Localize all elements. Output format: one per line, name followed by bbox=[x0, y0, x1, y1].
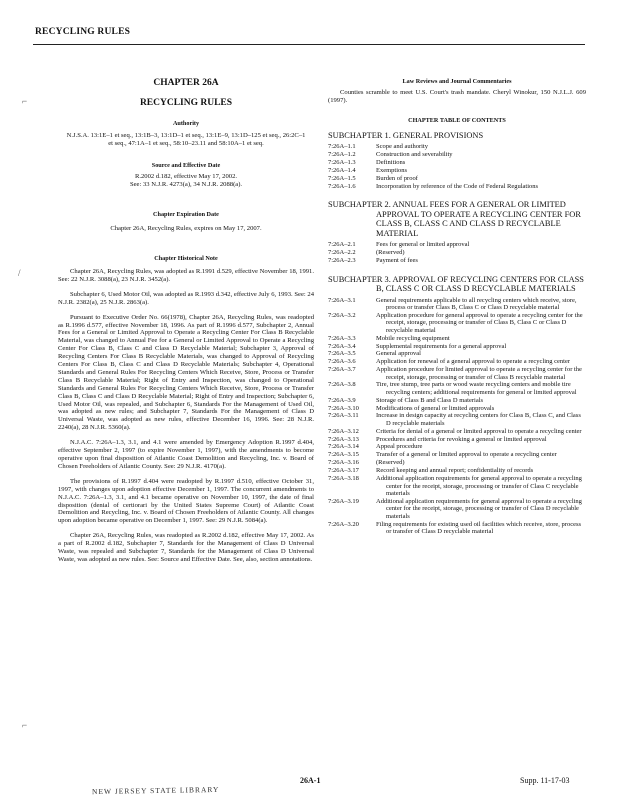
toc-row bbox=[328, 475, 586, 498]
toc-row bbox=[328, 167, 586, 175]
chapter-number: CHAPTER 26A bbox=[153, 78, 219, 88]
expiration-text: Chapter 26A, Recycling Rules, expires on May 17, 2007. bbox=[110, 225, 262, 233]
section-title: Incorporation by reference of the Code of Federal Regulations bbox=[376, 182, 539, 190]
toc-row bbox=[328, 443, 586, 451]
section-title: Definitions bbox=[376, 158, 406, 166]
chapter-title: RECYCLING RULES bbox=[139, 97, 233, 108]
section-number: 7:26A–3.2 bbox=[328, 311, 356, 319]
section-title: Tire, tree stump, tree parts or wood waste recycling centers and mobile tire recycling centers; additional requirements for general or limited approval bbox=[376, 381, 577, 396]
history-paragraph: The provisions of R.1997 d.404 were readopted by R.1997 d.510, effective October 31, 1997, with changes upon adoption effective December 1, 1997. The concurrent amendments to N.J.A.C. 7:26A–1.3, 3.1, and 4.1 became operative on November 10, 1997, the date of final disposition (denial of certiorari by the United States Supreme Court) of Atlantic Coast Demolition and Recycling, Inc. v. Board of Chosen Freeholders of Atlantic County. All changes upon adoption became operative on December 1, 1997. See: 29 N.J.R. 5084(a). bbox=[58, 477, 314, 525]
section-title: Application procedure for general approval to operate a recycling center for the receipt, storage, processing or transfer of Class B, Class C or Class D recyclable material bbox=[376, 311, 583, 334]
subchapter-heading: SUBCHAPTER 1. GENERAL PROVISIONS bbox=[328, 130, 484, 140]
section-title: Criteria for denial of a general or limited approval to operate a recycling center bbox=[376, 427, 582, 435]
source-heading: Source and Effective Date bbox=[151, 161, 221, 169]
authority-heading: Authority bbox=[172, 119, 200, 127]
toc-row bbox=[328, 249, 586, 257]
page-number: 26A-1 bbox=[300, 776, 321, 785]
section-title: Transfer of a general or limited approval to operate a recycling center bbox=[376, 451, 557, 459]
section-number: 7:26A–3.20 bbox=[328, 520, 359, 528]
toc-row bbox=[328, 257, 586, 265]
section-number: 7:26A–3.11 bbox=[328, 412, 359, 420]
section-title: Record keeping and annual report; confidentiality of records bbox=[376, 467, 534, 475]
section-title: (Reserved) bbox=[376, 459, 405, 467]
section-number: 7:26A–1.5 bbox=[328, 174, 356, 182]
subchapter-heading: SUBCHAPTER 3. APPROVAL OF RECYCLING CENTERS FOR CLASS B, CLASS C OR CLASS D RECYCLABLE MATERIALS bbox=[328, 274, 584, 294]
section-title: Modifications of general or limited approvals bbox=[376, 404, 495, 412]
section-number: 7:26A–1.4 bbox=[328, 166, 356, 174]
toc-row bbox=[328, 436, 586, 444]
section-title: Payment of fees bbox=[376, 256, 418, 264]
section-number: 7:26A–2.2 bbox=[328, 249, 356, 256]
section-title: Procedures and criteria for revoking a general or limited approval bbox=[376, 435, 547, 443]
toc-row bbox=[328, 350, 586, 358]
toc-row bbox=[328, 151, 586, 159]
section-title: General approval bbox=[376, 350, 421, 358]
toc-row bbox=[328, 451, 586, 459]
section-title: Application procedure for limited approval to operate a recycling center for the receipt, storage, processing or transfer of Class B recyclable material bbox=[376, 366, 582, 381]
section-number: 7:26A–1.6 bbox=[328, 182, 356, 190]
section-number: 7:26A–3.12 bbox=[328, 427, 359, 435]
header-rule bbox=[33, 44, 585, 45]
history-paragraph: Chapter 26A, Recycling Rules, was readopted as R.2002 d.182, effective May 17, 2002. As a part of R.2002 d.182, Subchapter 7, Standards for the Management of Class D Universal Waste, was repealed and Subchapter 7, Standards for the Management of Class D Universal Waste, was adopted as new rules. See: Source and Effective Date. See, also, section annotations. bbox=[58, 532, 314, 563]
toc-row bbox=[328, 343, 586, 351]
section-title: (Reserved) bbox=[376, 249, 405, 256]
section-title: Storage of Class B and Class D materials bbox=[376, 396, 484, 404]
history-paragraph: N.J.A.C. 7:26A–1.3, 3.1, and 4.1 were amended by Emergency Adoption R.1997 d.404, effective September 2, 1997 (to expire November 1, 1997), with the amendments to become operative upon final disposition of Atlantic Coast Demolition and Recycling, Inc. v. Board of Chosen Freeholders of Atlantic County. See: 29 N.J.R. 4170(a). bbox=[58, 439, 314, 470]
section-title: Construction and severability bbox=[376, 150, 453, 158]
section-title: General requirements applicable to all recycling centers which receive, store, process or transfer Class B, Class C or Class D recyclable material bbox=[376, 296, 577, 312]
section-number: 7:26A–3.6 bbox=[328, 358, 356, 366]
toc-row bbox=[328, 412, 586, 427]
toc-row bbox=[328, 335, 586, 343]
history-paragraph: Chapter 26A, Recycling Rules, was adopted as R.1991 d.529, effective November 18, 1991. See: 22 N.J.R. 3088(a), 23 N.J.R. 3452(a). bbox=[58, 267, 314, 283]
section-number: 7:26A–2.1 bbox=[328, 241, 356, 249]
section-number: 7:26A–3.18 bbox=[328, 475, 359, 483]
table-of-contents bbox=[328, 131, 586, 536]
history-heading: Chapter Historical Note bbox=[154, 255, 218, 263]
section-title: Scope and authority bbox=[376, 143, 428, 151]
section-title: Increase in design capacity at recycling centers for Class B, Class C, and Class D recyclable materials bbox=[376, 412, 581, 427]
section-number: 7:26A–1.3 bbox=[328, 158, 356, 166]
toc-row bbox=[328, 183, 586, 191]
toc-row bbox=[328, 366, 586, 381]
section-number: 7:26A–3.10 bbox=[328, 404, 359, 412]
section-number: 7:26A–3.8 bbox=[328, 381, 356, 389]
library-stamp: NEW JERSEY STATE LIBRARY bbox=[91, 784, 220, 797]
section-title: Additional application requirements for general approval to operate a recycling center for the receipt, storage, processing or transfer of Class C recyclable materials bbox=[376, 475, 582, 498]
source-line-1: R.2002 d.182, effective May 17, 2002. bbox=[134, 173, 238, 181]
running-header: RECYCLING RULES bbox=[35, 27, 131, 37]
toc-row bbox=[328, 405, 586, 413]
margin-mark: ⌐ bbox=[22, 96, 28, 106]
toc-heading: CHAPTER TABLE OF CONTENTS bbox=[408, 116, 506, 124]
toc-row bbox=[328, 175, 586, 183]
toc-row bbox=[328, 521, 586, 536]
expiration-heading: Chapter Expiration Date bbox=[153, 211, 219, 219]
left-column bbox=[58, 76, 314, 564]
section-number: 7:26A–3.14 bbox=[328, 443, 359, 451]
section-number: 7:26A–3.13 bbox=[328, 435, 359, 443]
toc-list bbox=[328, 241, 586, 265]
toc-row bbox=[328, 159, 586, 167]
section-title: Filing requirements for existing used oil facilities which receive, store, process or transfer of Class D recyclable material bbox=[376, 520, 582, 536]
section-title: Burden of proof bbox=[376, 174, 418, 182]
supplement-date: Supp. 11-17-03 bbox=[520, 776, 570, 785]
margin-mark: / bbox=[18, 268, 21, 278]
section-number: 7:26A–3.1 bbox=[328, 296, 356, 304]
toc-row bbox=[328, 428, 586, 436]
toc-row bbox=[328, 241, 586, 249]
toc-row bbox=[328, 297, 586, 312]
toc-row bbox=[328, 143, 586, 151]
section-title: Supplemental requirements for a general approval bbox=[376, 342, 507, 350]
toc-row bbox=[328, 358, 586, 366]
section-title: Exemptions bbox=[376, 166, 408, 174]
toc-row bbox=[328, 312, 586, 335]
section-number: 7:26A–1.1 bbox=[328, 143, 356, 151]
section-number: 7:26A–3.3 bbox=[328, 334, 356, 342]
section-number: 7:26A–3.5 bbox=[328, 350, 356, 358]
section-number: 7:26A–3.15 bbox=[328, 451, 359, 459]
section-number: 7:26A–2.3 bbox=[328, 256, 356, 264]
section-title: Additional application requirements for general approval to operate a recycling center for the receipt, storage, processing or transfer of Class D recyclable materials bbox=[376, 497, 582, 520]
margin-mark: ⌐ bbox=[22, 720, 28, 730]
section-number: 7:26A–3.16 bbox=[328, 459, 359, 467]
authority-text: N.J.S.A. 13:1E–1 et seq., 13:1B–3, 13:1D–1 et seq., 13:1E–9, 13:1D–125 et seq., 26:2C–1 et seq., 47:1A–1 et seq., 58:10–23.11 and 58:10A–1 et seq. bbox=[66, 131, 306, 147]
law-review-heading: Law Reviews and Journal Commentaries bbox=[402, 78, 512, 85]
toc-row bbox=[328, 397, 586, 405]
toc-list bbox=[328, 297, 586, 536]
history-paragraph: Pursuant to Executive Order No. 66(1978), Chapter 26A, Recycling Rules, was readopted as R.1996 d.577, effective November 18, 1996. As part of R.1996 d.577, Subchapter 2, Annual Fees for a General or Limited Approval to Operate a Recycling Center For Class B Recyclable Material, was changed to Annual Fee for a General or Limited Approval to Operate a Recycling Center For Class B, Class C and Class D Recyclable Material; Subchapter 3, Approval of Recycling Centers For Class B Recyclable Materials, was changed to Approval of Recycling Centers For Class B, Class C and Class D Recyclable Materials; Subchapter 4, Operational Standards and General Rules For Recycling Centers Which Receive, Store, Process or Transfer Class B Recyclable Material; Right of Entry and Inspection, was changed to Operational Standards and General Rules For Recycling Centers Which Receive, Store, Process or Transfer Class B, Class C and Class D Recyclable Material; Right of Entry and Inspection; Subchapter 6, Used Motor Oil, was repealed, and Subchapter 6, Standards For the Management of Used Oil, was adopted as new rules; and Subchapter 7, Standards For the Management of Class D Universal Waste, was adopted as new rules, effective December 16, 1996. See: 28 N.J.R. 2240(a), 28 N.J.R. 5360(a). bbox=[58, 313, 314, 432]
right-column bbox=[328, 76, 586, 536]
toc-row bbox=[328, 459, 586, 467]
toc-row bbox=[328, 381, 586, 396]
section-number: 7:26A–3.17 bbox=[328, 467, 359, 475]
section-title: Application for renewal of a general approval to operate a recycling center bbox=[376, 358, 571, 366]
section-number: 7:26A–1.2 bbox=[328, 150, 356, 158]
section-number: 7:26A–3.4 bbox=[328, 342, 356, 350]
toc-row bbox=[328, 498, 586, 521]
section-number: 7:26A–3.7 bbox=[328, 366, 356, 374]
source-line-2: See: 33 N.J.R. 4273(a), 34 N.J.R. 2088(a). bbox=[129, 181, 243, 189]
toc-row bbox=[328, 467, 586, 475]
toc-list bbox=[328, 143, 586, 190]
history-paragraph: Subchapter 6, Used Motor Oil, was adopted as R.1993 d.342, effective July 6, 1993. See: 24 N.J.R. 2382(a), 25 N.J.R. 2863(a). bbox=[58, 290, 314, 306]
subchapter-heading: SUBCHAPTER 2. ANNUAL FEES FOR A GENERAL OR LIMITED APPROVAL TO OPERATE A RECYCLING CENTER FOR CLASS B, CLASS C AND CLASS D RECYCLABLE MATERIAL bbox=[328, 200, 581, 238]
section-title: Mobile recycling equipment bbox=[376, 334, 450, 342]
law-review-text: Counties scramble to meet U.S. Court's trash mandate. Cheryl Winokur, 150 N.J.L.J. 609 (1997). bbox=[328, 88, 586, 104]
section-number: 7:26A–3.9 bbox=[328, 396, 356, 404]
section-title: Appeal procedure bbox=[376, 443, 423, 451]
section-title: Fees for general or limited approval bbox=[376, 241, 470, 249]
section-number: 7:26A–3.19 bbox=[328, 497, 359, 505]
